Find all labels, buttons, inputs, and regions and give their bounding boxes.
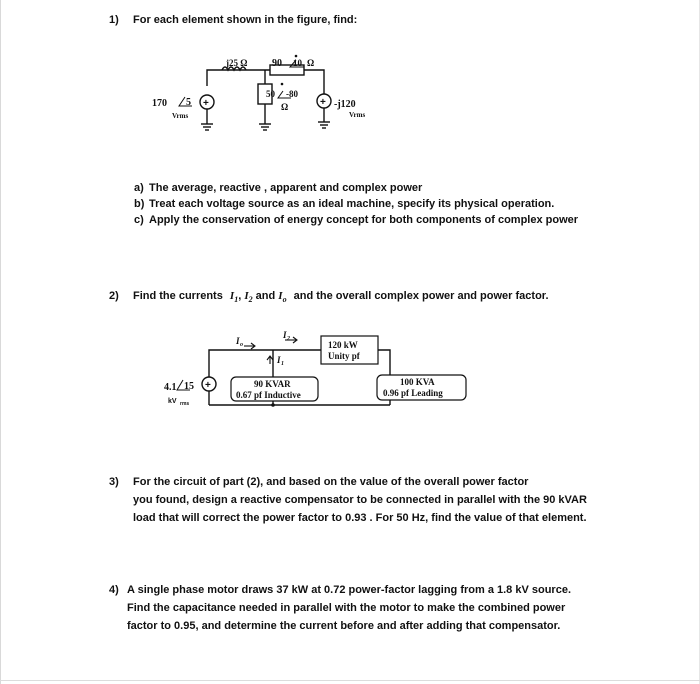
q2-i1: $I_1$	[229, 290, 239, 305]
q1-prompt: For each element shown in the figure, find:	[133, 14, 358, 26]
q1-item-b-label: b)	[134, 198, 145, 210]
z3-angle: -80	[286, 89, 298, 99]
z2-angle: 10	[293, 58, 302, 68]
q2-and: and	[255, 290, 276, 302]
z2-label: 90	[272, 58, 282, 69]
q1-item-a-text: The average, reactive , apparent and complex power	[149, 182, 423, 194]
load1-line2: Unity pf	[328, 351, 360, 361]
q2-source-angle: 15	[184, 381, 194, 392]
load2-line1: 90 KVAR	[254, 379, 291, 389]
load2-line2: 0.67 pf Inductive	[236, 390, 301, 400]
plus-sign: +	[320, 97, 326, 108]
q4-line-3: factor to 0.95, and determine the current before and after adding that compensator.	[127, 620, 561, 632]
q1-item-c-label: c)	[134, 214, 144, 226]
q2-io-sub: o	[240, 342, 243, 348]
load3-line1: 100 KVA	[400, 377, 435, 387]
q2-io-label: I	[236, 336, 240, 346]
plus-sign: +	[205, 380, 211, 391]
load1-line1: 120 kW	[328, 340, 358, 350]
source-right-mag: -j120	[334, 99, 356, 110]
q3-line-1: For the circuit of part (2), and based on the value of the overall power factor	[133, 476, 529, 488]
q2-prompt-start: Find the currents	[133, 290, 223, 302]
q4-number: 4)	[109, 584, 119, 596]
q1-item-b-text: Treat each voltage source as an ideal machine, specify its physical operation.	[149, 198, 555, 210]
q2-i1-sub: 1	[281, 361, 284, 367]
q3-number: 3)	[109, 476, 119, 488]
z1-label: j25 Ω	[226, 58, 248, 68]
q2-i2-label: I	[283, 330, 287, 340]
q2-io: $I_o$	[278, 290, 287, 305]
q2-source-unit-sub: rms	[180, 401, 190, 407]
source-right-unit: Vrms	[349, 111, 366, 119]
load3-line2: 0.96 pf Leading	[383, 388, 443, 398]
q1-item-c-text: Apply the conservation of energy concept for both components of complex power	[149, 214, 579, 226]
z3-unit: Ω	[281, 102, 289, 112]
q4-line-2: Find the capacitance needed in parallel with the motor to make the combined power	[127, 602, 566, 614]
q2-number: 2)	[109, 290, 119, 302]
q1-item-a-label: a)	[134, 182, 144, 194]
source-left-angle: 5	[186, 97, 191, 108]
q2-prompt-end: and the overall complex power and power factor.	[293, 290, 549, 302]
q4-line-1: A single phase motor draws 37 kW at 0.72 power-factor lagging from a 1.8 kV source.	[127, 584, 571, 596]
q2-i2-sub: 2	[287, 336, 290, 342]
q2-source-unit: kV	[168, 398, 177, 405]
q3-line-2: you found, design a reactive compensator to be connected in parallel with the 90 kVAR	[133, 494, 587, 506]
source-left-mag: 170	[152, 98, 167, 109]
q2-prompt: Find the currents $I_1$, $I_2$ and $I_o$ and the overall complex power and power factor.	[133, 290, 549, 305]
q2-source-mag: 4.1	[164, 382, 177, 393]
z3-value: 50	[266, 89, 275, 99]
q2-i1-label: I	[277, 355, 281, 365]
plus-sign: +	[203, 98, 209, 109]
junction-dot	[271, 403, 275, 407]
source-left-unit: Vrms	[172, 112, 189, 120]
q2-i2: $I_2$	[244, 290, 253, 305]
q3-line-3: load that will correct the power factor to 0.93 . For 50 Hz, find the value of that element.	[133, 512, 587, 524]
q1-number: 1)	[109, 14, 119, 26]
z2-unit: Ω	[307, 58, 315, 68]
